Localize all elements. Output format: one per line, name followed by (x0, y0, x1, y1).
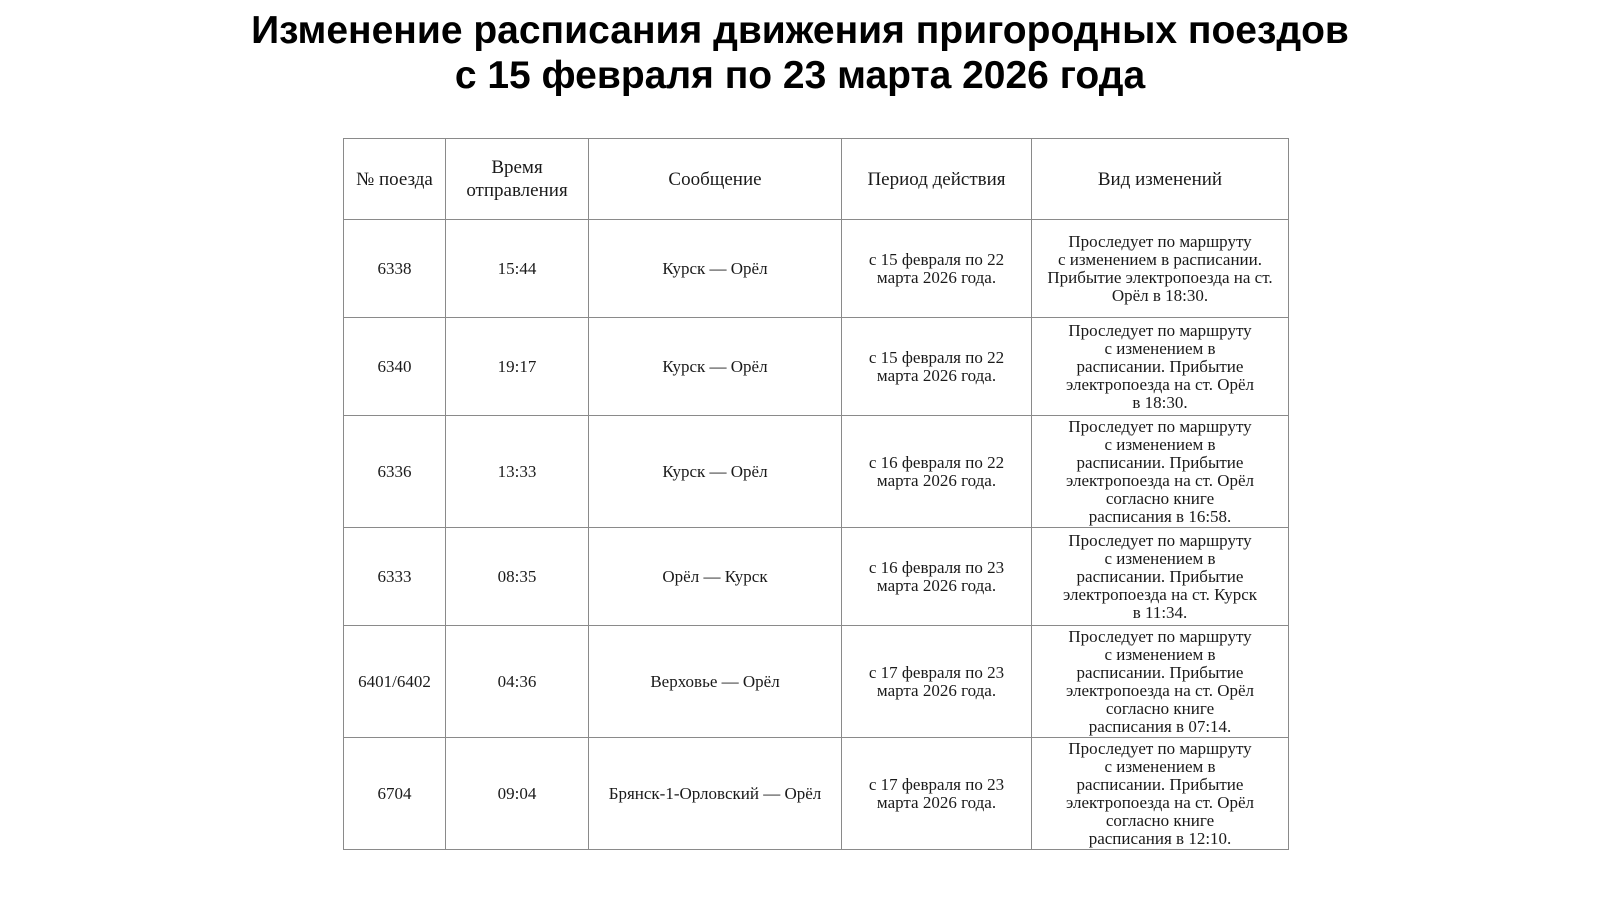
changes-line: согласно книге (1105, 698, 1215, 718)
changes-line: с изменением в расписании. (1058, 249, 1262, 269)
changes-line: с изменением в (1104, 548, 1216, 568)
changes-line: расписании. Прибытие (1076, 356, 1244, 376)
title-line-1: Изменение расписания движения пригородных поездов (251, 9, 1349, 52)
cell-departure-time: 09:04 (446, 738, 589, 850)
changes-line: с изменением в (1104, 338, 1216, 358)
changes-line: расписания в 12:10. (1088, 828, 1232, 848)
period-line: с 15 февраля по 22 (868, 347, 1005, 367)
cell-departure-time: 13:33 (446, 416, 589, 528)
cell-changes (1032, 220, 1289, 318)
title-line-2: с 15 февраля по 23 марта 2026 года (454, 54, 1146, 97)
changes-line: Проследует по маршруту (1068, 231, 1252, 251)
changes-line: согласно книге (1105, 488, 1215, 508)
header-period: Период действия (842, 139, 1032, 220)
changes-line: расписания в 16:58. (1088, 506, 1232, 526)
changes-line: Проследует по маршруту (1068, 416, 1252, 436)
header-departure-line-2: отправления (466, 180, 568, 201)
cell-route: Курск — Орёл (589, 416, 842, 528)
changes-line: расписании. Прибытие (1076, 566, 1244, 586)
period-line: марта 2026 года. (876, 470, 997, 490)
table-row (344, 416, 1289, 528)
cell-period (842, 416, 1032, 528)
table-row (344, 220, 1289, 318)
cell-changes (1032, 626, 1289, 738)
changes-line: в 18:30. (1132, 392, 1188, 412)
changes-line: с изменением в (1104, 434, 1216, 454)
changes-line: согласно книге (1105, 810, 1215, 830)
changes-line: в 11:34. (1132, 602, 1188, 622)
header-train-number: № поезда (344, 139, 446, 220)
cell-train-number: 6336 (344, 416, 446, 528)
period-line: марта 2026 года. (876, 575, 997, 595)
changes-line: расписании. Прибытие (1076, 452, 1244, 472)
changes-line: расписании. Прибытие (1076, 774, 1244, 794)
changes-line: Проследует по маршруту (1068, 626, 1252, 646)
cell-departure-time: 15:44 (446, 220, 589, 318)
table-row (344, 318, 1289, 416)
period-line: с 16 февраля по 23 (868, 557, 1005, 577)
changes-line: электропоезда на ст. Орёл (1066, 792, 1254, 812)
cell-period (842, 738, 1032, 850)
period-line: марта 2026 года. (876, 365, 997, 385)
changes-line: электропоезда на ст. Орёл (1066, 374, 1254, 394)
changes-line: Прибытие электропоезда на ст. (1047, 267, 1273, 287)
cell-changes (1032, 738, 1289, 850)
header-change-type: Вид изменений (1032, 139, 1289, 220)
cell-train-number: 6401/6402 (344, 626, 446, 738)
cell-route: Курск — Орёл (589, 318, 842, 416)
cell-departure-time: 19:17 (446, 318, 589, 416)
table-header-row (344, 139, 1289, 220)
changes-line: электропоезда на ст. Орёл (1066, 470, 1254, 490)
cell-route: Курск — Орёл (589, 220, 842, 318)
period-line: с 17 февраля по 23 (868, 662, 1005, 682)
page-title (0, 8, 1600, 98)
changes-line: электропоезда на ст. Курск (1062, 584, 1258, 604)
changes-line: Проследует по маршруту (1068, 320, 1252, 340)
header-departure-line-1: Время (491, 157, 543, 178)
cell-route: Верховье — Орёл (589, 626, 842, 738)
cell-period (842, 626, 1032, 738)
changes-line: Проследует по маршруту (1068, 738, 1252, 758)
changes-line: расписания в 07:14. (1088, 716, 1232, 736)
header-departure-time (446, 139, 589, 220)
period-line: с 17 февраля по 23 (868, 774, 1005, 794)
table-row (344, 626, 1289, 738)
changes-line: расписании. Прибытие (1076, 662, 1244, 682)
cell-period (842, 528, 1032, 626)
cell-train-number: 6333 (344, 528, 446, 626)
period-line: марта 2026 года. (876, 792, 997, 812)
schedule-table (343, 138, 1289, 850)
changes-line: с изменением в (1104, 756, 1216, 776)
period-line: с 16 февраля по 22 (868, 452, 1005, 472)
cell-departure-time: 08:35 (446, 528, 589, 626)
cell-period (842, 318, 1032, 416)
table-row (344, 528, 1289, 626)
table-body (344, 220, 1289, 850)
cell-changes (1032, 416, 1289, 528)
cell-train-number: 6704 (344, 738, 446, 850)
cell-period (842, 220, 1032, 318)
header-route: Сообщение (589, 139, 842, 220)
cell-route: Орёл — Курск (589, 528, 842, 626)
changes-line: Проследует по маршруту (1068, 530, 1252, 550)
changes-line: Орёл в 18:30. (1111, 285, 1209, 305)
period-line: с 15 февраля по 22 (868, 249, 1005, 269)
cell-changes (1032, 528, 1289, 626)
period-line: марта 2026 года. (876, 680, 997, 700)
changes-line: с изменением в (1104, 644, 1216, 664)
table-row (344, 738, 1289, 850)
cell-train-number: 6338 (344, 220, 446, 318)
cell-changes (1032, 318, 1289, 416)
cell-departure-time: 04:36 (446, 626, 589, 738)
cell-train-number: 6340 (344, 318, 446, 416)
cell-route: Брянск-1-Орловский — Орёл (589, 738, 842, 850)
changes-line: электропоезда на ст. Орёл (1066, 680, 1254, 700)
period-line: марта 2026 года. (876, 267, 997, 287)
